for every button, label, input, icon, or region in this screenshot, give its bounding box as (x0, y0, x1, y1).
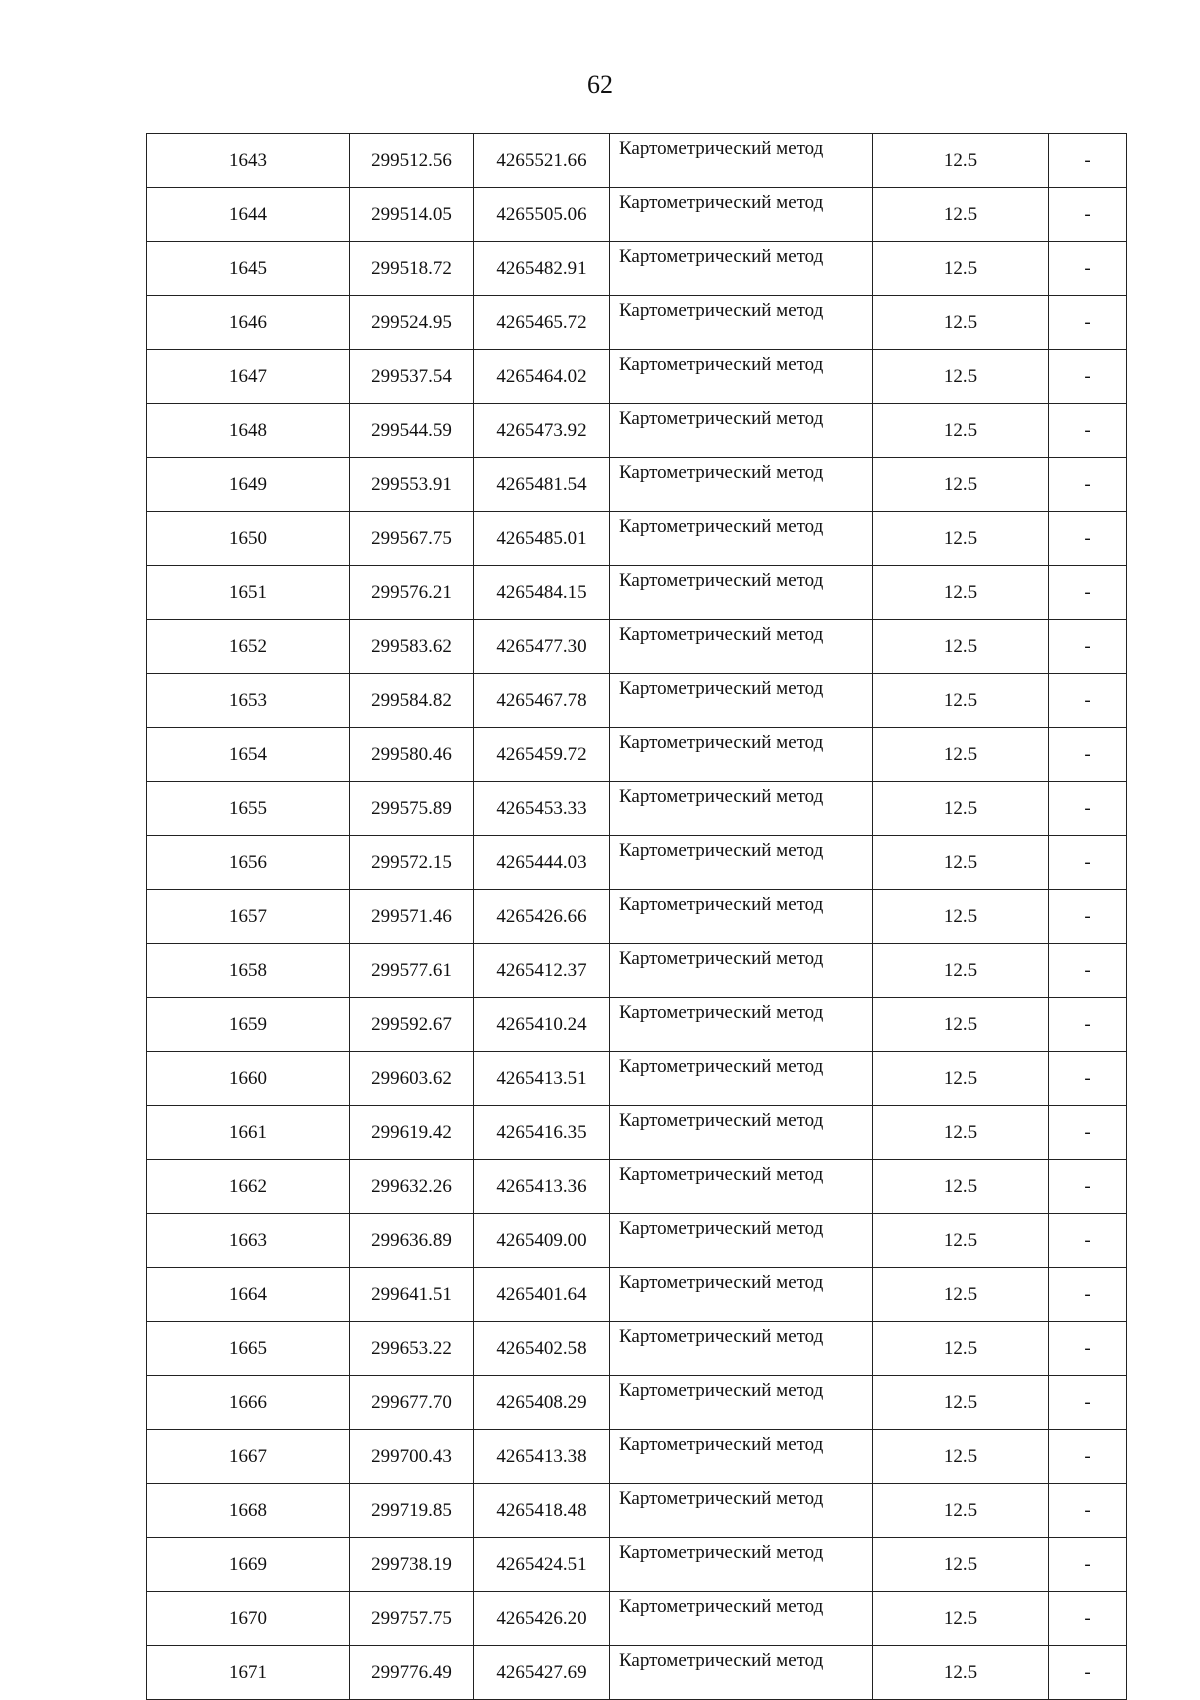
y-coordinate-cell: 4265484.15 (474, 566, 610, 620)
table-row (147, 512, 1127, 566)
x-coordinate-cell: 299592.67 (350, 998, 474, 1052)
table-row (147, 1538, 1127, 1592)
y-coordinate-cell: 4265427.69 (474, 1646, 610, 1700)
point-number-cell: 1667 (147, 1430, 350, 1484)
y-coordinate-cell: 4265459.72 (474, 728, 610, 782)
method-cell: Картометрический метод (610, 188, 873, 242)
y-coordinate-cell: 4265418.48 (474, 1484, 610, 1538)
x-coordinate-cell: 299518.72 (350, 242, 474, 296)
y-coordinate-cell: 4265413.51 (474, 1052, 610, 1106)
accuracy-cell: 12.5 (873, 1376, 1049, 1430)
y-coordinate-cell: 4265464.02 (474, 350, 610, 404)
table-row (147, 1160, 1127, 1214)
point-number-cell: 1658 (147, 944, 350, 998)
x-coordinate-cell: 299700.43 (350, 1430, 474, 1484)
accuracy-cell: 12.5 (873, 1592, 1049, 1646)
accuracy-cell: 12.5 (873, 620, 1049, 674)
method-cell: Картометрический метод (610, 620, 873, 674)
table-row (147, 1052, 1127, 1106)
note-cell: - (1049, 1160, 1127, 1214)
accuracy-cell: 12.5 (873, 1646, 1049, 1700)
method-cell: Картометрический метод (610, 134, 873, 188)
method-cell: Картометрический метод (610, 1268, 873, 1322)
method-cell: Картометрический метод (610, 404, 873, 458)
note-cell: - (1049, 782, 1127, 836)
method-cell: Картометрический метод (610, 1214, 873, 1268)
y-coordinate-cell: 4265401.64 (474, 1268, 610, 1322)
method-cell: Картометрический метод (610, 566, 873, 620)
x-coordinate-cell: 299514.05 (350, 188, 474, 242)
point-number-cell: 1663 (147, 1214, 350, 1268)
table-row (147, 566, 1127, 620)
accuracy-cell: 12.5 (873, 1106, 1049, 1160)
y-coordinate-cell: 4265477.30 (474, 620, 610, 674)
note-cell: - (1049, 1484, 1127, 1538)
method-cell: Картометрический метод (610, 1430, 873, 1484)
x-coordinate-cell: 299776.49 (350, 1646, 474, 1700)
x-coordinate-cell: 299580.46 (350, 728, 474, 782)
accuracy-cell: 12.5 (873, 1430, 1049, 1484)
method-cell: Картометрический метод (610, 296, 873, 350)
method-cell: Картометрический метод (610, 242, 873, 296)
table-row (147, 1214, 1127, 1268)
x-coordinate-cell: 299567.75 (350, 512, 474, 566)
x-coordinate-cell: 299524.95 (350, 296, 474, 350)
note-cell: - (1049, 1376, 1127, 1430)
accuracy-cell: 12.5 (873, 728, 1049, 782)
accuracy-cell: 12.5 (873, 1322, 1049, 1376)
table-row (147, 296, 1127, 350)
accuracy-cell: 12.5 (873, 458, 1049, 512)
point-number-cell: 1651 (147, 566, 350, 620)
coordinates-table-body (147, 134, 1127, 1700)
y-coordinate-cell: 4265444.03 (474, 836, 610, 890)
point-number-cell: 1662 (147, 1160, 350, 1214)
accuracy-cell: 12.5 (873, 1214, 1049, 1268)
x-coordinate-cell: 299584.82 (350, 674, 474, 728)
x-coordinate-cell: 299575.89 (350, 782, 474, 836)
note-cell: - (1049, 350, 1127, 404)
note-cell: - (1049, 620, 1127, 674)
method-cell: Картометрический метод (610, 998, 873, 1052)
note-cell: - (1049, 890, 1127, 944)
y-coordinate-cell: 4265473.92 (474, 404, 610, 458)
accuracy-cell: 12.5 (873, 782, 1049, 836)
y-coordinate-cell: 4265453.33 (474, 782, 610, 836)
table-row (147, 674, 1127, 728)
x-coordinate-cell: 299719.85 (350, 1484, 474, 1538)
point-number-cell: 1645 (147, 242, 350, 296)
point-number-cell: 1664 (147, 1268, 350, 1322)
accuracy-cell: 12.5 (873, 1484, 1049, 1538)
note-cell: - (1049, 1646, 1127, 1700)
point-number-cell: 1655 (147, 782, 350, 836)
accuracy-cell: 12.5 (873, 998, 1049, 1052)
y-coordinate-cell: 4265416.35 (474, 1106, 610, 1160)
table-row (147, 134, 1127, 188)
accuracy-cell: 12.5 (873, 512, 1049, 566)
x-coordinate-cell: 299603.62 (350, 1052, 474, 1106)
note-cell: - (1049, 1268, 1127, 1322)
point-number-cell: 1646 (147, 296, 350, 350)
y-coordinate-cell: 4265481.54 (474, 458, 610, 512)
method-cell: Картометрический метод (610, 1646, 873, 1700)
table-row (147, 350, 1127, 404)
point-number-cell: 1656 (147, 836, 350, 890)
method-cell: Картометрический метод (610, 836, 873, 890)
table-row (147, 890, 1127, 944)
page-number: 62 (587, 70, 613, 99)
note-cell: - (1049, 1106, 1127, 1160)
method-cell: Картометрический метод (610, 1106, 873, 1160)
note-cell: - (1049, 1214, 1127, 1268)
x-coordinate-cell: 299576.21 (350, 566, 474, 620)
accuracy-cell: 12.5 (873, 1052, 1049, 1106)
method-cell: Картометрический метод (610, 1538, 873, 1592)
method-cell: Картометрический метод (610, 458, 873, 512)
point-number-cell: 1648 (147, 404, 350, 458)
x-coordinate-cell: 299653.22 (350, 1322, 474, 1376)
note-cell: - (1049, 998, 1127, 1052)
x-coordinate-cell: 299583.62 (350, 620, 474, 674)
method-cell: Картометрический метод (610, 1160, 873, 1214)
y-coordinate-cell: 4265426.66 (474, 890, 610, 944)
accuracy-cell: 12.5 (873, 242, 1049, 296)
x-coordinate-cell: 299619.42 (350, 1106, 474, 1160)
point-number-cell: 1647 (147, 350, 350, 404)
table-row (147, 1484, 1127, 1538)
accuracy-cell: 12.5 (873, 566, 1049, 620)
note-cell: - (1049, 188, 1127, 242)
y-coordinate-cell: 4265402.58 (474, 1322, 610, 1376)
y-coordinate-cell: 4265521.66 (474, 134, 610, 188)
note-cell: - (1049, 404, 1127, 458)
point-number-cell: 1643 (147, 134, 350, 188)
y-coordinate-cell: 4265426.20 (474, 1592, 610, 1646)
point-number-cell: 1649 (147, 458, 350, 512)
table-row (147, 1646, 1127, 1700)
note-cell: - (1049, 296, 1127, 350)
table-row (147, 620, 1127, 674)
x-coordinate-cell: 299572.15 (350, 836, 474, 890)
x-coordinate-cell: 299512.56 (350, 134, 474, 188)
x-coordinate-cell: 299544.59 (350, 404, 474, 458)
table-row (147, 188, 1127, 242)
table-row (147, 728, 1127, 782)
y-coordinate-cell: 4265467.78 (474, 674, 610, 728)
method-cell: Картометрический метод (610, 782, 873, 836)
note-cell: - (1049, 134, 1127, 188)
accuracy-cell: 12.5 (873, 836, 1049, 890)
note-cell: - (1049, 242, 1127, 296)
note-cell: - (1049, 728, 1127, 782)
accuracy-cell: 12.5 (873, 296, 1049, 350)
note-cell: - (1049, 566, 1127, 620)
point-number-cell: 1644 (147, 188, 350, 242)
note-cell: - (1049, 1538, 1127, 1592)
note-cell: - (1049, 1052, 1127, 1106)
note-cell: - (1049, 512, 1127, 566)
table-row (147, 242, 1127, 296)
y-coordinate-cell: 4265424.51 (474, 1538, 610, 1592)
method-cell: Картометрический метод (610, 1592, 873, 1646)
x-coordinate-cell: 299577.61 (350, 944, 474, 998)
y-coordinate-cell: 4265482.91 (474, 242, 610, 296)
x-coordinate-cell: 299757.75 (350, 1592, 474, 1646)
point-number-cell: 1661 (147, 1106, 350, 1160)
y-coordinate-cell: 4265408.29 (474, 1376, 610, 1430)
table-row (147, 1106, 1127, 1160)
method-cell: Картометрический метод (610, 674, 873, 728)
table-row (147, 836, 1127, 890)
method-cell: Картометрический метод (610, 1376, 873, 1430)
table-row (147, 1268, 1127, 1322)
point-number-cell: 1668 (147, 1484, 350, 1538)
point-number-cell: 1653 (147, 674, 350, 728)
table-row (147, 944, 1127, 998)
point-number-cell: 1659 (147, 998, 350, 1052)
note-cell: - (1049, 1322, 1127, 1376)
y-coordinate-cell: 4265485.01 (474, 512, 610, 566)
table-row (147, 782, 1127, 836)
accuracy-cell: 12.5 (873, 350, 1049, 404)
accuracy-cell: 12.5 (873, 1538, 1049, 1592)
accuracy-cell: 12.5 (873, 188, 1049, 242)
method-cell: Картометрический метод (610, 1322, 873, 1376)
point-number-cell: 1666 (147, 1376, 350, 1430)
method-cell: Картометрический метод (610, 728, 873, 782)
point-number-cell: 1665 (147, 1322, 350, 1376)
method-cell: Картометрический метод (610, 890, 873, 944)
table-row (147, 458, 1127, 512)
point-number-cell: 1670 (147, 1592, 350, 1646)
table-row (147, 1376, 1127, 1430)
note-cell: - (1049, 1592, 1127, 1646)
coordinates-table (146, 133, 1127, 1700)
x-coordinate-cell: 299641.51 (350, 1268, 474, 1322)
table-row (147, 404, 1127, 458)
table-row (147, 1430, 1127, 1484)
x-coordinate-cell: 299632.26 (350, 1160, 474, 1214)
point-number-cell: 1669 (147, 1538, 350, 1592)
note-cell: - (1049, 458, 1127, 512)
point-number-cell: 1671 (147, 1646, 350, 1700)
accuracy-cell: 12.5 (873, 404, 1049, 458)
y-coordinate-cell: 4265413.36 (474, 1160, 610, 1214)
x-coordinate-cell: 299636.89 (350, 1214, 474, 1268)
note-cell: - (1049, 944, 1127, 998)
accuracy-cell: 12.5 (873, 134, 1049, 188)
method-cell: Картометрический метод (610, 350, 873, 404)
y-coordinate-cell: 4265410.24 (474, 998, 610, 1052)
accuracy-cell: 12.5 (873, 944, 1049, 998)
point-number-cell: 1650 (147, 512, 350, 566)
accuracy-cell: 12.5 (873, 1268, 1049, 1322)
note-cell: - (1049, 674, 1127, 728)
point-number-cell: 1657 (147, 890, 350, 944)
note-cell: - (1049, 1430, 1127, 1484)
point-number-cell: 1652 (147, 620, 350, 674)
table-row (147, 1322, 1127, 1376)
y-coordinate-cell: 4265412.37 (474, 944, 610, 998)
x-coordinate-cell: 299553.91 (350, 458, 474, 512)
method-cell: Картометрический метод (610, 944, 873, 998)
x-coordinate-cell: 299537.54 (350, 350, 474, 404)
method-cell: Картометрический метод (610, 512, 873, 566)
x-coordinate-cell: 299571.46 (350, 890, 474, 944)
y-coordinate-cell: 4265409.00 (474, 1214, 610, 1268)
y-coordinate-cell: 4265465.72 (474, 296, 610, 350)
note-cell: - (1049, 836, 1127, 890)
y-coordinate-cell: 4265413.38 (474, 1430, 610, 1484)
accuracy-cell: 12.5 (873, 674, 1049, 728)
point-number-cell: 1660 (147, 1052, 350, 1106)
y-coordinate-cell: 4265505.06 (474, 188, 610, 242)
point-number-cell: 1654 (147, 728, 350, 782)
table-row (147, 1592, 1127, 1646)
accuracy-cell: 12.5 (873, 890, 1049, 944)
table-row (147, 998, 1127, 1052)
method-cell: Картометрический метод (610, 1052, 873, 1106)
method-cell: Картометрический метод (610, 1484, 873, 1538)
x-coordinate-cell: 299738.19 (350, 1538, 474, 1592)
x-coordinate-cell: 299677.70 (350, 1376, 474, 1430)
accuracy-cell: 12.5 (873, 1160, 1049, 1214)
